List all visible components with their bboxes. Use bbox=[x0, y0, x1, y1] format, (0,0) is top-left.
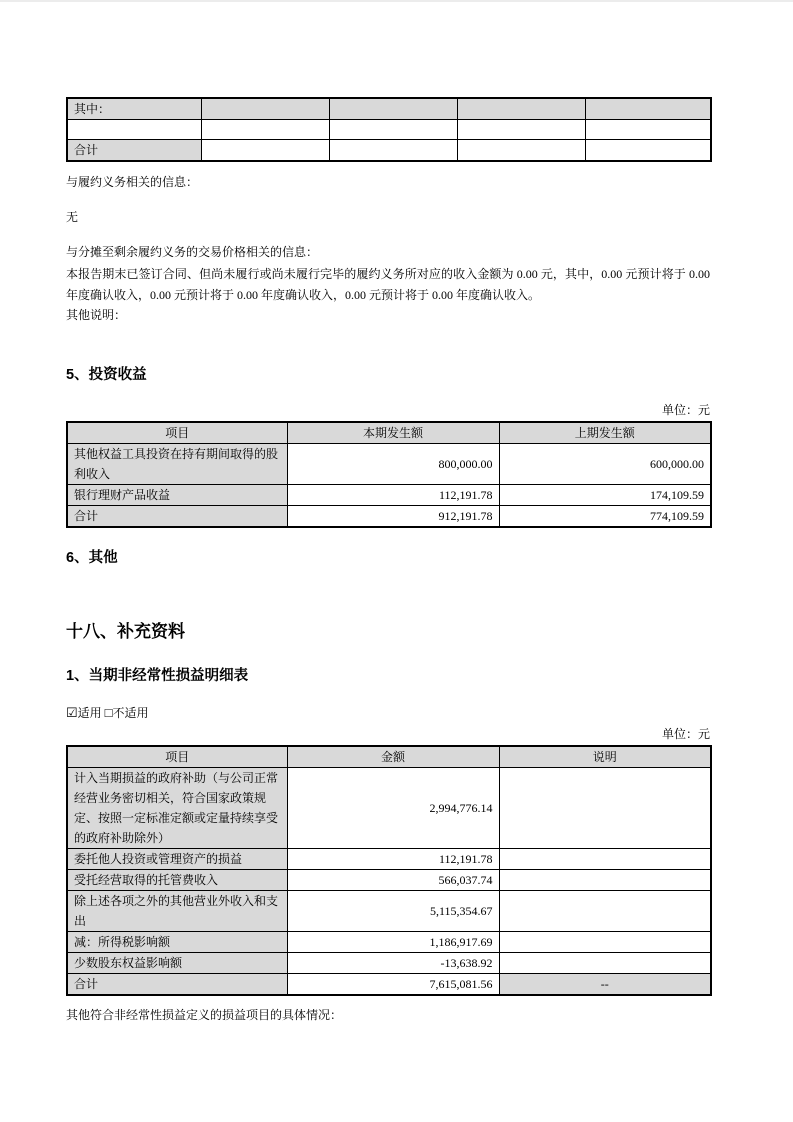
table-cell bbox=[585, 140, 711, 162]
item-cell: 除上述各项之外的其他营业外收入和支出 bbox=[67, 891, 287, 932]
unit-label: 单位：元 bbox=[661, 727, 710, 741]
table-cell bbox=[457, 120, 585, 140]
table-cell bbox=[201, 120, 329, 140]
table-cell bbox=[329, 98, 457, 120]
table-row bbox=[67, 953, 711, 974]
prior-amount-cell: 600,000.00 bbox=[499, 444, 711, 485]
amount-cell: 1,186,917.69 bbox=[287, 932, 499, 953]
applicable-label: 适用 bbox=[77, 706, 102, 720]
column-header: 说明 bbox=[499, 746, 711, 768]
obligation-info-title: 与履约义务相关的信息： bbox=[66, 175, 199, 189]
chapter-heading-supplementary: 十八、补充资料 bbox=[66, 622, 185, 641]
section-heading-other: 6、其他 bbox=[66, 550, 118, 566]
note-cell bbox=[499, 891, 711, 932]
column-header: 项目 bbox=[67, 422, 287, 444]
none-text: 无 bbox=[66, 210, 79, 224]
table-row bbox=[67, 98, 711, 120]
amount-cell: 566,037.74 bbox=[287, 870, 499, 891]
current-amount-cell: 112,191.78 bbox=[287, 485, 499, 506]
table-header-row bbox=[67, 422, 711, 444]
checkbox-checked-icon: ☑ bbox=[66, 705, 78, 720]
total-row bbox=[67, 974, 711, 996]
checkbox-unchecked-icon: □ bbox=[104, 705, 113, 720]
bottom-note: 其他符合非经常性损益定义的损益项目的具体情况： bbox=[66, 1008, 343, 1022]
current-amount-cell: 912,191.78 bbox=[287, 506, 499, 528]
table-row bbox=[67, 120, 711, 140]
amount-cell: 5,115,354.67 bbox=[287, 891, 499, 932]
table-cell bbox=[201, 140, 329, 162]
allocation-title: 与分摊至剩余履约义务的交易价格相关的信息： bbox=[66, 245, 319, 259]
amount-cell: 2,994,776.14 bbox=[287, 768, 499, 849]
table-header-row bbox=[67, 746, 711, 768]
non-recurring-items-table bbox=[66, 745, 712, 996]
table-cell bbox=[329, 120, 457, 140]
item-cell: 委托他人投资或管理资产的损益 bbox=[67, 849, 287, 870]
table-cell bbox=[585, 98, 711, 120]
applicability-line bbox=[66, 704, 710, 722]
other-note-title: 其他说明： bbox=[66, 308, 127, 322]
item-cell: 受托经营取得的托管费收入 bbox=[67, 870, 287, 891]
table-cell bbox=[585, 120, 711, 140]
amount-cell: 112,191.78 bbox=[287, 849, 499, 870]
row-label-cell: 其中： bbox=[67, 98, 201, 120]
column-header: 项目 bbox=[67, 746, 287, 768]
note-cell bbox=[499, 953, 711, 974]
table-row bbox=[67, 932, 711, 953]
table-row bbox=[67, 849, 711, 870]
amount-cell: -13,638.92 bbox=[287, 953, 499, 974]
note-cell: -- bbox=[499, 974, 711, 996]
column-header: 上期发生额 bbox=[499, 422, 711, 444]
column-header: 金额 bbox=[287, 746, 499, 768]
table-cell bbox=[457, 98, 585, 120]
note-cell bbox=[499, 932, 711, 953]
note-cell bbox=[499, 849, 711, 870]
column-header: 本期发生额 bbox=[287, 422, 499, 444]
unit-label: 单位：元 bbox=[661, 403, 710, 417]
section-heading-non-recurring: 1、当期非经常性损益明细表 bbox=[66, 668, 249, 684]
table-cell bbox=[67, 120, 201, 140]
table-cell bbox=[329, 140, 457, 162]
total-label-cell: 合计 bbox=[67, 506, 287, 528]
item-cell: 其他权益工具投资在持有期间取得的股利收入 bbox=[67, 444, 287, 485]
not-applicable-label: 不适用 bbox=[112, 706, 149, 720]
total-row bbox=[67, 506, 711, 528]
note-cell bbox=[499, 870, 711, 891]
contract-breakdown-table bbox=[66, 97, 712, 162]
table-row bbox=[67, 870, 711, 891]
current-amount-cell: 800,000.00 bbox=[287, 444, 499, 485]
amount-cell: 7,615,081.56 bbox=[287, 974, 499, 996]
total-label-cell: 合计 bbox=[67, 140, 201, 162]
table-cell bbox=[201, 98, 329, 120]
prior-amount-cell: 774,109.59 bbox=[499, 506, 711, 528]
item-cell: 银行理财产品收益 bbox=[67, 485, 287, 506]
investment-income-table bbox=[66, 421, 712, 528]
table-row bbox=[67, 444, 711, 485]
total-label-cell: 合计 bbox=[67, 974, 287, 996]
report-period-text: 本报告期末已签订合同、但尚未履行或尚未履行完毕的履约义务所对应的收入金额为 0.00 元，其中，0.00 元预计将于 0.00 年度确认收入，0.00 元预计将于 0.00 年度确认收入，0.00 元预计将于 0.00 年度确认收入。 bbox=[66, 267, 710, 302]
table-row bbox=[67, 768, 711, 849]
item-cell: 少数股东权益影响额 bbox=[67, 953, 287, 974]
item-cell: 计入当期损益的政府补助（与公司正常经营业务密切相关，符合国家政策规定、按照一定标准定额或定量持续享受的政府补助除外） bbox=[67, 768, 287, 849]
table-row bbox=[67, 140, 711, 162]
table-cell bbox=[457, 140, 585, 162]
item-cell: 减：所得税影响额 bbox=[67, 932, 287, 953]
section-heading-investment-income: 5、投资收益 bbox=[66, 367, 147, 383]
note-cell bbox=[499, 768, 711, 849]
table-row bbox=[67, 485, 711, 506]
table-row bbox=[67, 891, 711, 932]
prior-amount-cell: 174,109.59 bbox=[499, 485, 711, 506]
